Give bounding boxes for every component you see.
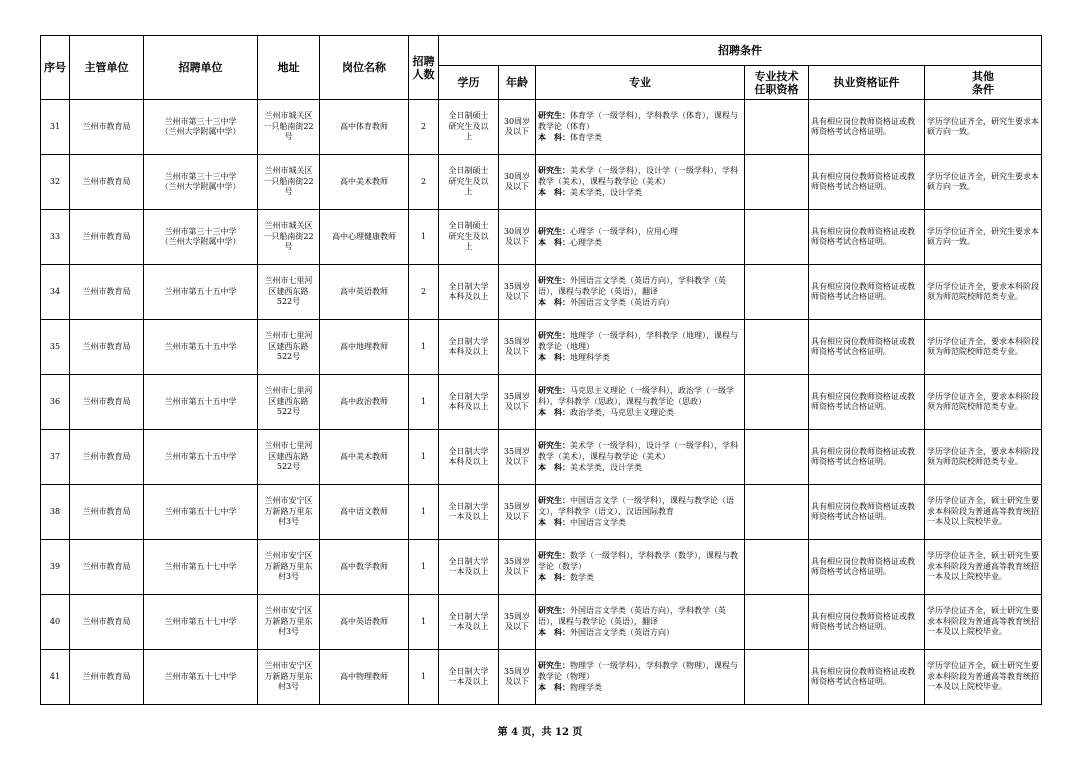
major-grad-label: 研究生：: [538, 440, 570, 451]
cell-position: 高中地理教师: [320, 320, 409, 375]
major-grad-label: 研究生：: [538, 165, 570, 176]
major-grad-text: 外国语言文学类（英语方向），学科教学（英语），课程与教学论（英语），翻译: [538, 606, 726, 626]
table-row: [41, 155, 1042, 210]
cell-position: 高中数学教师: [320, 540, 409, 595]
cell-cert: 具有相应岗位教师资格证或教师资格考试合格证明。: [809, 155, 925, 210]
recruitment-table: [40, 35, 1042, 705]
major-grad-text: 美术学（一级学科），设计学（一级学科），学科教学（美术），课程与教学论（美术）: [538, 166, 738, 186]
cell-education: 全日制硕士 研究生及以 上: [439, 210, 499, 265]
major-ug-text: 美术学类，设计学类: [570, 188, 642, 198]
major-ug-label: 本 科：: [538, 572, 570, 583]
cell-other: 学历学位证齐全，硕士研究生要求本科阶段为普通高等教育统招一本及以上院校毕业。: [925, 540, 1042, 595]
major-ug-text: 政治学类，马克思主义理论类: [570, 408, 674, 418]
cell-tech: [745, 485, 809, 540]
cell-age: 35周岁 及以下: [499, 595, 536, 650]
table-row: [41, 265, 1042, 320]
cell-age: 35周岁 及以下: [499, 540, 536, 595]
major-ug-label: 本 科：: [538, 352, 570, 363]
major-ug-label: 本 科：: [538, 462, 570, 473]
cell-count: 1: [409, 650, 439, 705]
cell-other: 学历学位证齐全，要求本科阶段须为师范院校师范类专业。: [925, 265, 1042, 320]
cell-dept: 兰州市教育局: [70, 375, 144, 430]
cell-no: 37: [41, 430, 70, 485]
cell-count: 1: [409, 375, 439, 430]
table-row: [41, 485, 1042, 540]
cell-address: 兰州市安宁区 万新路万里东 村3号: [258, 650, 320, 705]
cell-major: [536, 210, 745, 265]
cell-position: 高中美术教师: [320, 430, 409, 485]
cell-dept: 兰州市教育局: [70, 155, 144, 210]
table-row: [41, 210, 1042, 265]
major-ug-label: 本 科：: [538, 237, 570, 247]
cell-position: 高中英语教师: [320, 595, 409, 650]
cell-dept: 兰州市教育局: [70, 430, 144, 485]
cell-tech: [745, 100, 809, 155]
major-ug-label: 本 科：: [538, 407, 570, 418]
header-conditions: 招聘条件: [439, 36, 1042, 66]
major-grad-label: 研究生：: [538, 275, 570, 286]
table-body: [41, 100, 1042, 705]
cell-other: 学历学位证齐全，研究生要求本硕方向一致。: [925, 210, 1042, 265]
cell-address: 兰州市安宁区 万新路万里东 村3号: [258, 595, 320, 650]
cell-education: 全日制大学 本科及以上: [439, 430, 499, 485]
cell-age: 35周岁 及以下: [499, 650, 536, 705]
cell-major: [536, 540, 745, 595]
major-ug-label: 本 科：: [538, 627, 570, 638]
major-grad-label: 研究生：: [538, 110, 570, 121]
cell-no: 41: [41, 650, 70, 705]
major-ug-text: 数学类: [570, 573, 594, 583]
cell-education: 全日制硕士 研究生及以 上: [439, 155, 499, 210]
cell-tech: [745, 320, 809, 375]
cell-unit: 兰州市第五十五中学: [144, 430, 258, 485]
cell-position: 高中体育教师: [320, 100, 409, 155]
cell-major: [536, 320, 745, 375]
major-ug-label: 本 科：: [538, 517, 570, 528]
table-row: [41, 540, 1042, 595]
major-grad-text: 数学（一级学科），学科教学（数学），课程与教学论（数学）: [538, 551, 738, 571]
major-grad-label: 研究生：: [538, 495, 570, 506]
major-ug-text: 中国语言文学类: [570, 518, 626, 528]
cell-tech: [745, 210, 809, 265]
cell-no: 39: [41, 540, 70, 595]
cell-unit: 兰州市第五十七中学: [144, 485, 258, 540]
major-ug-text: 地理科学类: [570, 353, 610, 363]
header-tech: 专业技术 任职资格: [745, 66, 809, 100]
cell-major: [536, 650, 745, 705]
cell-tech: [745, 595, 809, 650]
cell-other: 学历学位证齐全，要求本科阶段须为师范院校师范类专业。: [925, 375, 1042, 430]
page-number: 第 4 页，共 12 页: [497, 727, 583, 738]
cell-tech: [745, 265, 809, 320]
cell-tech: [745, 540, 809, 595]
cell-unit: 兰州市第五十七中学: [144, 540, 258, 595]
major-grad-text: 外国语言文学类（英语方向），学科教学（英语），课程与教学论（英语），翻译: [538, 276, 726, 296]
cell-position: 高中语文教师: [320, 485, 409, 540]
cell-dept: 兰州市教育局: [70, 540, 144, 595]
table-row: [41, 375, 1042, 430]
cell-count: 2: [409, 100, 439, 155]
cell-no: 38: [41, 485, 70, 540]
cell-count: 1: [409, 210, 439, 265]
major-ug-label: 本 科：: [538, 187, 570, 198]
cell-education: 全日制大学 本科及以上: [439, 320, 499, 375]
cell-cert: 具有相应岗位教师资格证或教师资格考试合格证明。: [809, 375, 925, 430]
major-grad-text: 中国语言文学（一级学科），课程与教学论（语文），学科教学（语文），汉语国际教育: [538, 496, 734, 516]
cell-education: 全日制大学 一本及以上: [439, 485, 499, 540]
cell-education: 全日制硕士 研究生及以 上: [439, 100, 499, 155]
cell-cert: 具有相应岗位教师资格证或教师资格考试合格证明。: [809, 430, 925, 485]
cell-age: 30周岁 及以下: [499, 155, 536, 210]
major-grad-label: 研究生：: [538, 550, 570, 561]
cell-address: 兰州市七里河 区建西东路 522号: [258, 320, 320, 375]
cell-unit: 兰州市第三十三中学 （兰州大学附属中学）: [144, 100, 258, 155]
cell-major: [536, 375, 745, 430]
header-major: 专业: [536, 66, 745, 100]
header-position: 岗位名称: [320, 36, 409, 100]
header-dept: 主管单位: [70, 36, 144, 100]
cell-count: 1: [409, 540, 439, 595]
cell-dept: 兰州市教育局: [70, 100, 144, 155]
cell-cert: 具有相应岗位教师资格证或教师资格考试合格证明。: [809, 265, 925, 320]
cell-unit: 兰州市第三十三中学 （兰州大学附属中学）: [144, 210, 258, 265]
cell-other: 学历学位证齐全，硕士研究生要求本科阶段为普通高等教育统招一本及以上院校毕业。: [925, 650, 1042, 705]
major-grad-label: 研究生：: [538, 605, 570, 616]
cell-position: 高中物理教师: [320, 650, 409, 705]
major-grad-label: 研究生：: [538, 385, 570, 396]
cell-major: [536, 100, 745, 155]
cell-cert: 具有相应岗位教师资格证或教师资格考试合格证明。: [809, 320, 925, 375]
cell-unit: 兰州市第五十七中学: [144, 595, 258, 650]
cell-major: [536, 595, 745, 650]
cell-cert: 具有相应岗位教师资格证或教师资格考试合格证明。: [809, 540, 925, 595]
cell-count: 1: [409, 320, 439, 375]
cell-age: 35周岁 及以下: [499, 320, 536, 375]
cell-major: [536, 430, 745, 485]
table-row: [41, 595, 1042, 650]
cell-count: 1: [409, 485, 439, 540]
table-row: [41, 430, 1042, 485]
cell-position: 高中政治教师: [320, 375, 409, 430]
table-row: [41, 650, 1042, 705]
major-grad-label: 研究生：: [538, 660, 570, 671]
cell-cert: 具有相应岗位教师资格证或教师资格考试合格证明。: [809, 100, 925, 155]
cell-education: 全日制大学 一本及以上: [439, 540, 499, 595]
cell-cert: 具有相应岗位教师资格证或教师资格考试合格证明。: [809, 595, 925, 650]
cell-other: 学历学位证齐全，硕士研究生要求本科阶段为普通高等教育统招一本及以上院校毕业。: [925, 595, 1042, 650]
major-grad-text: 物理学（一级学科），学科教学（物理），课程与教学论（物理）: [538, 661, 738, 681]
major-grad-text: 地理学（一级学科），学科教学（地理），课程与教学论（地理）: [538, 331, 738, 351]
cell-position: 高中心理健康教师: [320, 210, 409, 265]
cell-unit: 兰州市第三十三中学 （兰州大学附属中学）: [144, 155, 258, 210]
cell-no: 31: [41, 100, 70, 155]
cell-address: 兰州市七里河 区建西东路 522号: [258, 430, 320, 485]
cell-count: 2: [409, 265, 439, 320]
header-age: 年龄: [499, 66, 536, 100]
cell-unit: 兰州市第五十五中学: [144, 375, 258, 430]
major-grad-text: 心理学（一级学科），应用心理: [570, 226, 678, 236]
major-ug-label: 本 科：: [538, 682, 570, 693]
major-ug-text: 物理学类: [570, 683, 602, 693]
cell-education: 全日制大学 一本及以上: [439, 650, 499, 705]
cell-education: 全日制大学 本科及以上: [439, 265, 499, 320]
cell-major: [536, 485, 745, 540]
cell-tech: [745, 375, 809, 430]
cell-cert: 具有相应岗位教师资格证或教师资格考试合格证明。: [809, 210, 925, 265]
major-grad-text: 美术学（一级学科），设计学（一级学科），学科教学（美术），课程与教学论（美术）: [538, 441, 738, 461]
major-ug-text: 体育学类: [570, 133, 602, 143]
major-grad-text: 马克思主义理论（一级学科），政治学（一级学科），学科教学（思政），课程与教学论（思政）: [538, 386, 734, 406]
cell-position: 高中英语教师: [320, 265, 409, 320]
cell-count: 1: [409, 595, 439, 650]
cell-unit: 兰州市第五十五中学: [144, 265, 258, 320]
header-other: 其他 条件: [925, 66, 1042, 100]
cell-address: 兰州市安宁区 万新路万里东 村3号: [258, 485, 320, 540]
cell-cert: 具有相应岗位教师资格证或教师资格考试合格证明。: [809, 650, 925, 705]
cell-no: 35: [41, 320, 70, 375]
header-count: 招聘 人数: [409, 36, 439, 100]
cell-other: 学历学位证齐全，硕士研究生要求本科阶段为普通高等教育统招一本及以上院校毕业。: [925, 485, 1042, 540]
cell-address: 兰州市城关区 一只船南街22 号: [258, 155, 320, 210]
cell-major: [536, 265, 745, 320]
cell-age: 30周岁 及以下: [499, 100, 536, 155]
cell-address: 兰州市安宁区 万新路万里东 村3号: [258, 540, 320, 595]
cell-dept: 兰州市教育局: [70, 265, 144, 320]
major-ug-text: 心理学类: [570, 238, 602, 247]
cell-count: 2: [409, 155, 439, 210]
cell-age: 35周岁 及以下: [499, 485, 536, 540]
header-cert: 执业资格证件: [809, 66, 925, 100]
cell-other: 学历学位证齐全，研究生要求本硕方向一致。: [925, 100, 1042, 155]
table-row: [41, 320, 1042, 375]
cell-unit: 兰州市第五十五中学: [144, 320, 258, 375]
cell-no: 40: [41, 595, 70, 650]
cell-age: 30周岁 及以下: [499, 210, 536, 265]
document-page: [40, 35, 1041, 705]
cell-dept: 兰州市教育局: [70, 650, 144, 705]
cell-dept: 兰州市教育局: [70, 595, 144, 650]
cell-address: 兰州市七里河 区建西东路 522号: [258, 375, 320, 430]
cell-dept: 兰州市教育局: [70, 320, 144, 375]
cell-other: 学历学位证齐全，要求本科阶段须为师范院校师范类专业。: [925, 430, 1042, 485]
cell-no: 32: [41, 155, 70, 210]
cell-no: 34: [41, 265, 70, 320]
cell-major: [536, 155, 745, 210]
major-ug-text: 外国语言文学类（英语方向）: [570, 628, 674, 638]
cell-education: 全日制大学 本科及以上: [439, 375, 499, 430]
cell-count: 1: [409, 430, 439, 485]
cell-unit: 兰州市第五十七中学: [144, 650, 258, 705]
major-ug-label: 本 科：: [538, 297, 570, 308]
major-grad-text: 体育学（一级学科），学科教学（体育），课程与教学论（体育）: [538, 111, 738, 131]
cell-education: 全日制大学 一本及以上: [439, 595, 499, 650]
cell-position: 高中美术教师: [320, 155, 409, 210]
cell-tech: [745, 155, 809, 210]
cell-no: 33: [41, 210, 70, 265]
major-grad-label: 研究生：: [538, 225, 570, 236]
cell-other: 学历学位证齐全，研究生要求本硕方向一致。: [925, 155, 1042, 210]
cell-address: 兰州市城关区 一只船南街22 号: [258, 100, 320, 155]
cell-address: 兰州市城关区 一只船南街22 号: [258, 210, 320, 265]
header-unit: 招聘单位: [144, 36, 258, 100]
cell-address: 兰州市七里河 区建西东路 522号: [258, 265, 320, 320]
major-ug-text: 美术学类，设计学类: [570, 463, 642, 473]
cell-cert: 具有相应岗位教师资格证或教师资格考试合格证明。: [809, 485, 925, 540]
cell-tech: [745, 430, 809, 485]
major-ug-text: 外国语言文学类（英语方向）: [570, 298, 674, 308]
table-row: [41, 100, 1042, 155]
cell-age: 35周岁 及以下: [499, 265, 536, 320]
cell-other: 学历学位证齐全，要求本科阶段须为师范院校师范类专业。: [925, 320, 1042, 375]
header-education: 学历: [439, 66, 499, 100]
cell-tech: [745, 650, 809, 705]
cell-age: 35周岁 及以下: [499, 430, 536, 485]
cell-age: 35周岁 及以下: [499, 375, 536, 430]
major-ug-label: 本 科：: [538, 132, 570, 143]
header-no: 序号: [41, 36, 70, 100]
major-grad-label: 研究生：: [538, 330, 570, 341]
header-address: 地址: [258, 36, 320, 100]
cell-dept: 兰州市教育局: [70, 210, 144, 265]
cell-no: 36: [41, 375, 70, 430]
cell-dept: 兰州市教育局: [70, 485, 144, 540]
